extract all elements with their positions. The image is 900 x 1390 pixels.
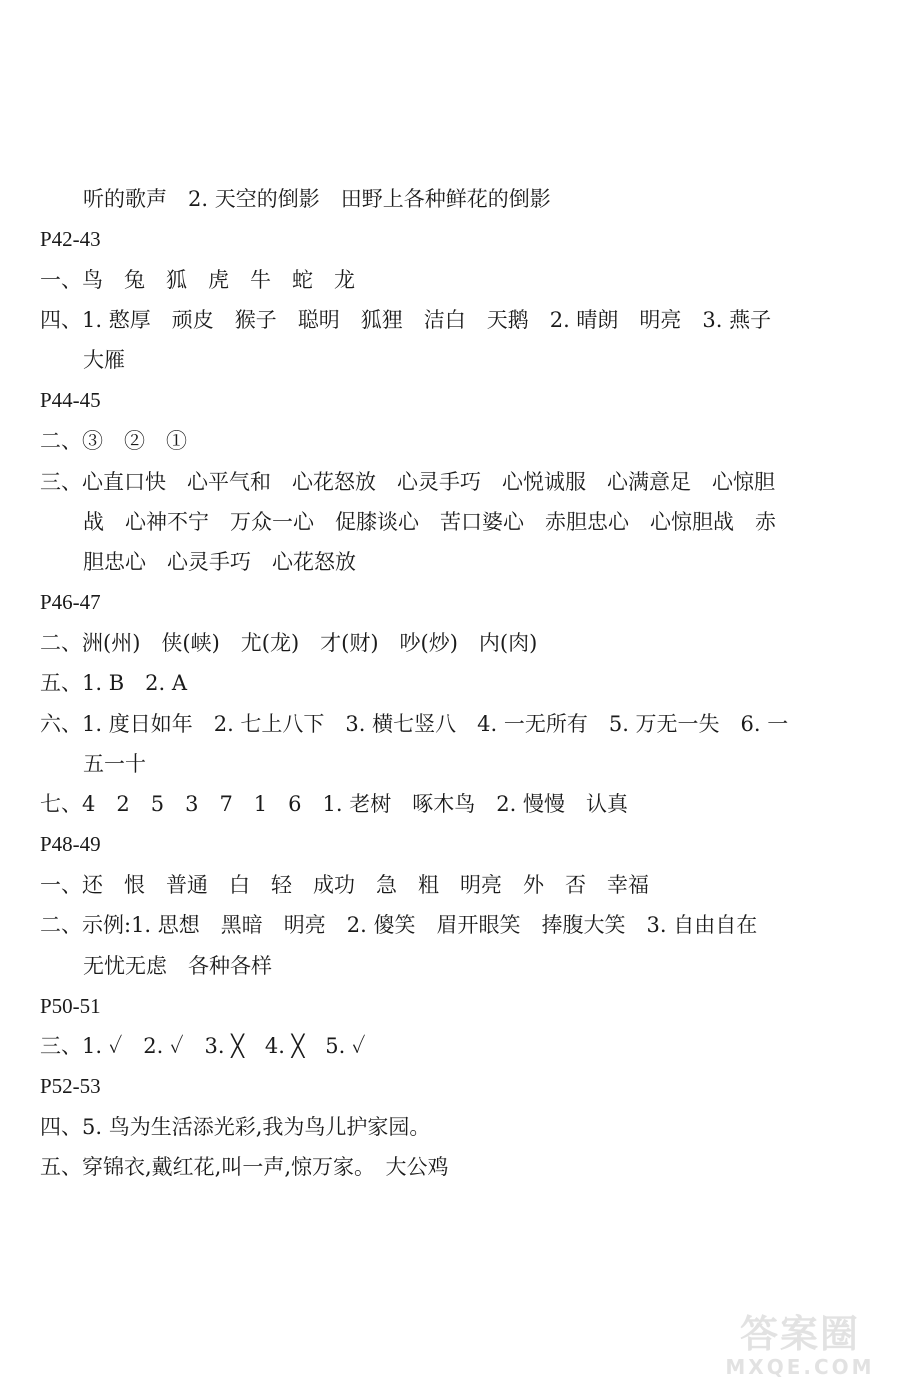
answer-line: 一、还 恨 普通 白 轻 成功 急 粗 明亮 外 否 幸福 — [40, 873, 649, 897]
answer-line-continuation: 五一十 — [83, 752, 146, 776]
answer-line-continuation: 战 心神不宁 万众一心 促膝谈心 苦口婆心 赤胆忠心 心惊胆战 赤 — [83, 510, 776, 534]
answer-line: 七、4 2 5 3 7 1 6 1. 老树 啄木鸟 2. 慢慢 认真 — [40, 792, 628, 816]
watermark-title: 答案圈 — [739, 1312, 860, 1356]
watermark-logo — [710, 1314, 890, 1378]
answer-line: 四、1. 憨厚 顽皮 猴子 聪明 狐狸 洁白 天鹅 2. 晴朗 明亮 3. 燕子 — [40, 308, 772, 332]
page-ref-p46-47: P46-47 — [40, 590, 101, 614]
page-ref-p44-45: P44-45 — [40, 388, 101, 412]
answer-line: 五、穿锦衣,戴红花,叫一声,惊万家。 大公鸡 — [40, 1155, 449, 1179]
answer-line: 五、1. B 2. A — [40, 671, 188, 695]
page-ref-p48-49: P48-49 — [40, 832, 101, 856]
answer-line: 六、1. 度日如年 2. 七上八下 3. 横七竖八 4. 一无所有 5. 万无一失 6. 一 — [40, 712, 789, 736]
answer-line: 二、洲(州) 侠(峡) 尤(龙) 才(财) 吵(炒) 内(肉) — [40, 631, 538, 655]
answer-line: 二、示例:1. 思想 黑暗 明亮 2. 傻笑 眉开眼笑 捧腹大笑 3. 自由自在 — [40, 913, 758, 937]
page-ref-p50-51: P50-51 — [40, 994, 101, 1018]
answer-line-continuation: 听的歌声 2. 天空的倒影 田野上各种鲜花的倒影 — [83, 187, 551, 211]
answer-line-continuation: 胆忠心 心灵手巧 心花怒放 — [83, 550, 356, 574]
answer-line: 三、1. ✓ 2. ✓ 3. ╳ 4. ╳ 5. ✓ — [40, 1034, 366, 1058]
page-ref-p52-53: P52-53 — [40, 1074, 101, 1098]
answer-line-continuation: 大雁 — [83, 348, 125, 372]
watermark-domain: MXQE.COM — [725, 1355, 875, 1379]
answer-line: 三、心直口快 心平气和 心花怒放 心灵手巧 心悦诚服 心满意足 心惊胆 — [40, 470, 775, 494]
answer-line-continuation: 无忧无虑 各种各样 — [83, 954, 272, 978]
answer-line: 一、鸟 兔 狐 虎 牛 蛇 龙 — [40, 268, 355, 292]
answer-line: 四、5. 鸟为生活添光彩,我为鸟儿护家园。 — [40, 1115, 431, 1139]
answer-line: 二、③ ② ① — [40, 429, 187, 453]
page-ref-p42-43: P42-43 — [40, 227, 101, 251]
